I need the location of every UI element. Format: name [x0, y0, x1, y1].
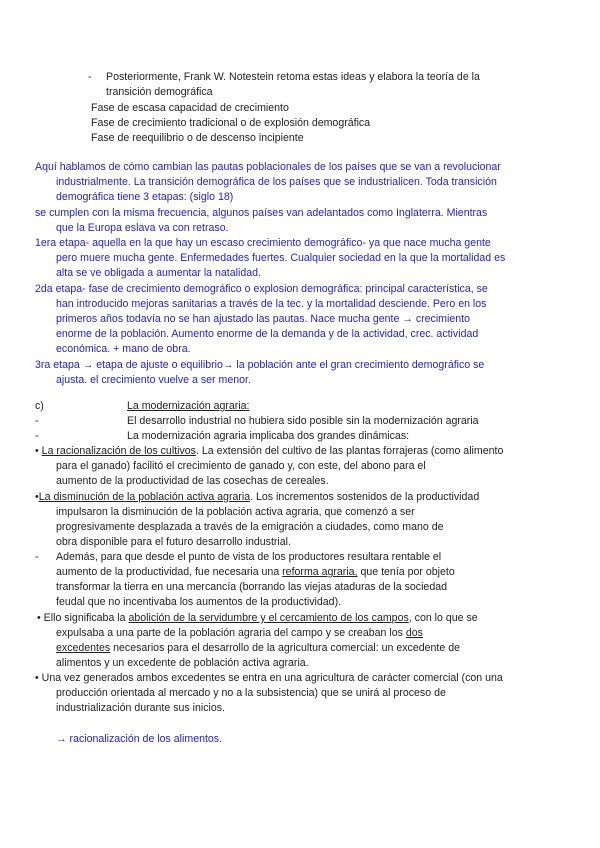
- dash-1: -: [35, 415, 39, 427]
- bullet-1-line2: para el ganado) facilitó el crecimiento de ganado y, con este, del abono para el: [56, 460, 426, 472]
- section-title: La modernización agraria:: [127, 400, 250, 412]
- bullet-2-text: . Los incrementos sostenidos de la productividad: [250, 491, 480, 503]
- dash-3-line3: transformar la tierra en una mercancía (borrando las viejas ataduras de la sociedad: [56, 581, 447, 593]
- bullet-1-line1: [35, 444, 503, 459]
- note-p1-line1: Aquí hablamos de cómo cambian las pautas poblacionales de los países que se van a revolucionar: [35, 161, 501, 173]
- stage1-line2: pero muere mucha gente. Enfermedades fuertes. Cualquier sociedad en la que la mortalidad es: [56, 252, 506, 264]
- bullet-4-text: Una vez generados ambos excedentes se entra en una agricultura de carácter comercial (con una: [41, 672, 503, 684]
- phase-1: Fase de escasa capacidad de crecimiento: [91, 102, 289, 114]
- term-reforma-agraria: reforma agraria,: [282, 566, 358, 578]
- bullet-2-line1: [35, 490, 479, 505]
- bullet-3-line4: alimentos y un excedente de población activa agraria.: [56, 657, 309, 669]
- stage2-line3: primeros años todavía no se han ajustado las pautas. Nace mucha gente → crecimiento: [56, 313, 470, 325]
- bullet-1-line3: aumento de la productividad de las cosechas de cereales.: [56, 475, 329, 487]
- bullet-dot: •: [35, 672, 39, 684]
- bullet-3-line3: [56, 641, 460, 656]
- bullet-dot: •: [35, 445, 39, 457]
- note-p1-line2: industrialmente. La transición demográfica de los países que se industrialicen. Toda transición: [56, 176, 497, 188]
- term-disminucion: La disminución de la población activa agraria: [38, 491, 251, 503]
- term-abolicion: abolición de la servidumbre y el cercamiento de los campos: [128, 612, 409, 624]
- note-p2-line1: se cumplen con la misma frecuencia, algunos países van adelantados como Inglaterra. Mientras: [35, 207, 488, 219]
- bullet-3-text-c: expulsaba a una parte de la población agraria del campo y se creaban los: [56, 627, 406, 639]
- bullet-4-line2: producción orientada al mercado y no a la subsistencia) que se unirá al proceso de: [56, 687, 446, 699]
- intro-dash: -: [88, 71, 92, 83]
- section-line2: La modernización agraria implicaba dos grandes dinámicas:: [127, 430, 410, 442]
- stage2-line2: han introducido mejoras sanitarias a través de la tec. y la mortalidad desciende. Pero en los: [56, 298, 487, 310]
- dash-3-line2: [56, 565, 455, 580]
- stage2-line4: enorme de la población. Aumento enorme de la demanda y de la actividad, crec. actividad: [56, 328, 479, 340]
- dash-3: -: [35, 551, 39, 563]
- bullet-4-line3: industrialización durante sus inicios.: [56, 702, 225, 714]
- intro-bullet-line2: transición demográfica: [106, 86, 213, 98]
- bullet-3-line2: [56, 626, 423, 641]
- dash-3-line1: Además, para que desde el punto de vista de los productores resultara rentable el: [56, 551, 442, 563]
- bullet-3-text-d: necesarios para el desarrollo de la agricultura comercial: un excedente de: [110, 642, 460, 654]
- term-racionalizacion: La racionalización de los cultivos: [41, 445, 196, 457]
- footer-note: → racionalización de los alimentos.: [56, 733, 223, 745]
- bullet-dot: •: [35, 491, 39, 503]
- bullet-2-line3: progresivamente desplazada a través de la emigración a ciudades, como mano de: [56, 521, 444, 533]
- section-line1: El desarrollo industrial no hubiera sido posible sin la modernización agraria: [127, 415, 479, 427]
- stage2-line1: 2da etapa- fase de crecimiento demográfico o explosion demográfica: principal característica, se: [35, 283, 488, 295]
- stage3-line1: 3ra etapa → etapa de ajuste o equilibrio→ la población ante el gran crecimiento demográfico se: [35, 359, 485, 371]
- dash-3-text-a: aumento de la productividad, fue necesaria una: [56, 566, 283, 578]
- dash-3-text-b: que tenía por objeto: [357, 566, 455, 578]
- bullet-2-line2: impulsaron la disminución de la población activa agraria, que comenzó a ser: [56, 506, 415, 518]
- phase-3: Fase de reequilibrio o de descenso incipiente: [91, 132, 304, 144]
- term-dos: dos: [405, 627, 423, 639]
- stage1-line1: 1era etapa- aquella en la que hay un escaso crecimiento demográfico- ya que nace mucha gente: [35, 237, 491, 249]
- bullet-3-line1: [37, 611, 478, 626]
- stage1-line3: alta se ve obligada a aumentar la natalidad.: [56, 267, 261, 279]
- note-p2-line2: que la Europa eslava va con retraso.: [56, 222, 229, 234]
- bullet-dot: •: [37, 612, 41, 624]
- note-p1-line3: demográfica tiene 3 etapas: (siglo 18): [56, 191, 234, 203]
- bullet-3-text-b: , con lo que se: [408, 612, 478, 624]
- bullet-1-text: . La extensión del cultivo de las plantas forrajeras (como alimento: [195, 445, 504, 457]
- dash-3-line4: feudal que no incentivaba los aumentos de la productividad).: [56, 596, 342, 608]
- stage2-line5: económica. + mano de obra.: [56, 343, 191, 355]
- term-excedentes: excedentes: [56, 642, 111, 654]
- bullet-2-line4: obra disponible para el futuro desarrollo industrial.: [56, 536, 291, 548]
- dash-2: -: [35, 430, 39, 442]
- stage3-line2: ajusta. el crecimiento vuelve a ser menor.: [56, 374, 251, 386]
- section-marker: c): [35, 400, 44, 412]
- bullet-4-line1: [35, 671, 503, 686]
- phase-2: Fase de crecimiento tradicional o de explosión demográfica: [91, 117, 371, 129]
- bullet-3-text-a: Ello significaba la: [43, 612, 129, 624]
- intro-bullet-line1: Posteriormente, Frank W. Notestein retoma estas ideas y elabora la teoría de la: [106, 71, 480, 83]
